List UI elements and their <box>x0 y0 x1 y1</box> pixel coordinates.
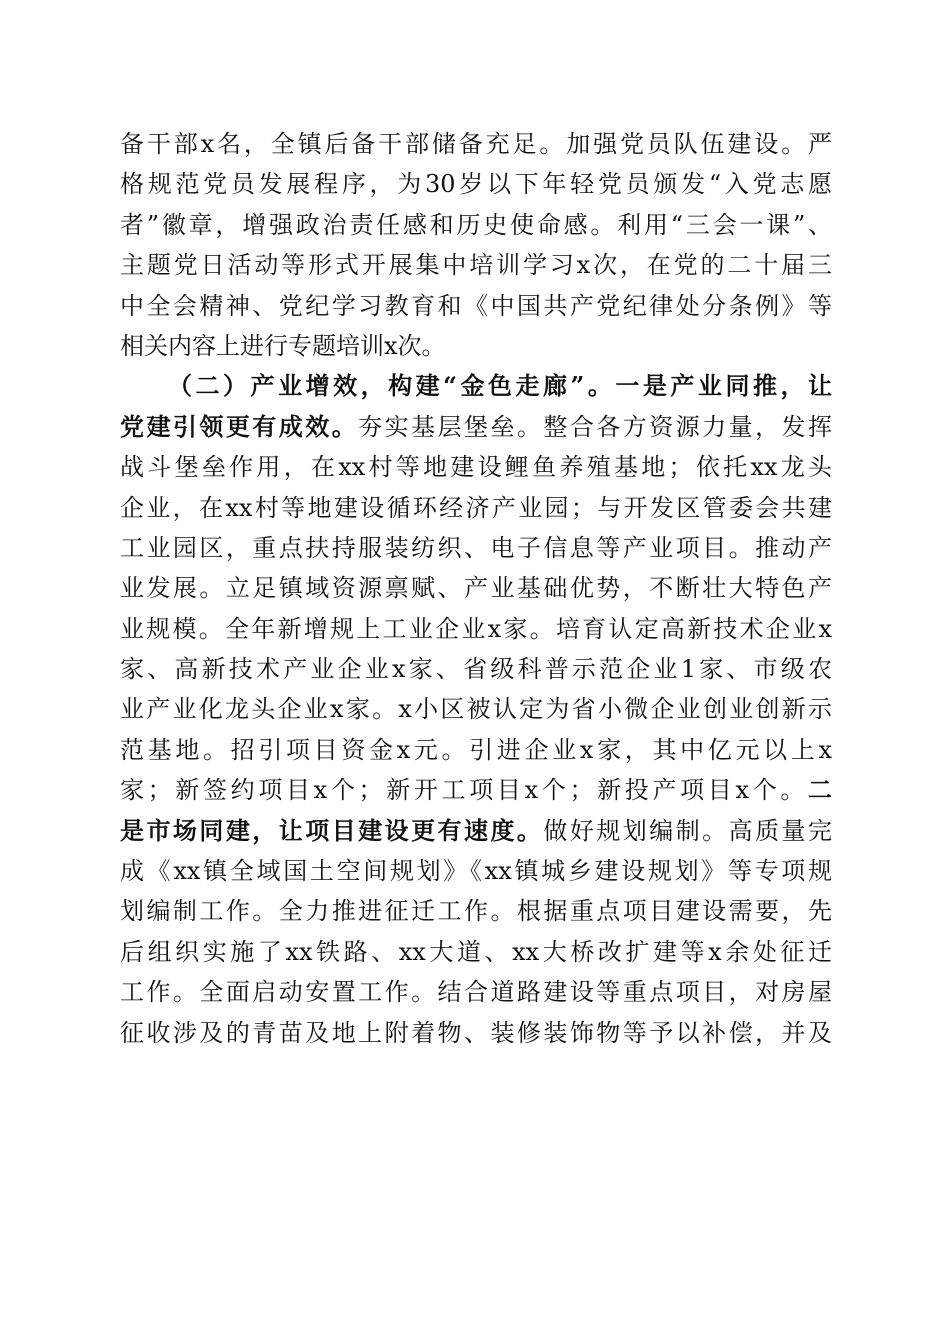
text-line: 征收涉及的青苗及地上附着物、装修装饰物等予以补偿，并及 <box>120 1018 832 1047</box>
text-span: 做好规划编制。高质量完 <box>543 816 833 845</box>
bold-subheading: 是市场同建，让项目建设更有速度。 <box>120 815 544 845</box>
text-line <box>120 407 832 447</box>
text-line: 业发展。立足镇域资源禀赋、产业基础优势，不断壮大特色产 <box>120 574 832 603</box>
section-heading: （二）产业增效，构建“金色走廊”。一是产业同推，让 <box>168 371 832 401</box>
paragraph-industry <box>120 366 832 1053</box>
text-line: 后组织实施了xx铁路、xx大道、xx大桥改扩建等x余处征迁 <box>120 937 832 966</box>
text-span: 夯实基层堡垒。整合各方资源力量，发挥 <box>358 412 833 441</box>
text-line: 业产业化龙头企业x家。x小区被认定为省小微企业创业创新示 <box>120 695 832 724</box>
text-line: 企业，在xx村等地建设循环经济产业园；与开发区管委会共建 <box>120 493 832 522</box>
text-line: 工作。全面启动安置工作。结合道路建设等重点项目，对房屋 <box>120 978 832 1007</box>
text-line: 划编制工作。全力推进征迁工作。根据重点项目建设需要，先 <box>120 897 832 926</box>
text-line: 范基地。招引项目资金x元。引进企业x家，其中亿元以上x <box>120 735 832 764</box>
text-line <box>120 770 832 810</box>
text-line: 家、高新技术产业企业x家、省级科普示范企业1家、市级农 <box>120 655 832 684</box>
text-line: 中全会精神、党纪学习教育和《中国共产党纪律处分条例》等 <box>120 291 832 320</box>
bold-subheading: 二 <box>808 775 832 805</box>
text-line: 主题党日活动等形式开展集中培训学习x次，在党的二十届三 <box>120 251 832 280</box>
bold-subheading: 党建引领更有成效。 <box>120 411 359 441</box>
text-line <box>120 811 832 851</box>
text-line: 战斗堡垒作用，在xx村等地建设鲤鱼养殖基地；依托xx龙头 <box>120 453 832 482</box>
paragraph-party-building <box>120 124 832 366</box>
document-page <box>120 124 832 1053</box>
text-line: 工业园区，重点扶持服装纺织、电子信息等产业项目。推动产 <box>120 533 832 562</box>
text-line: 相关内容上进行专题培训x次。 <box>120 331 446 360</box>
text-line: 成《xx镇全域国土空间规划》《xx镇城乡建设规划》等专项规 <box>120 857 832 886</box>
text-line: 格规范党员发展程序，为30岁以下年轻党员颁发“入党志愿 <box>120 170 832 199</box>
text-span: 家；新签约项目x个；新开工项目x个；新投产项目x个。 <box>120 776 808 805</box>
text-line: 备干部x名，全镇后备干部储备充足。加强党员队伍建设。严 <box>120 130 832 158</box>
text-line: 业规模。全年新增规上工业企业x家。培育认定高新技术企业x <box>120 614 832 643</box>
text-line: 者”徽章，增强政治责任感和历史使命感。利用“三会一课”、 <box>120 210 832 239</box>
